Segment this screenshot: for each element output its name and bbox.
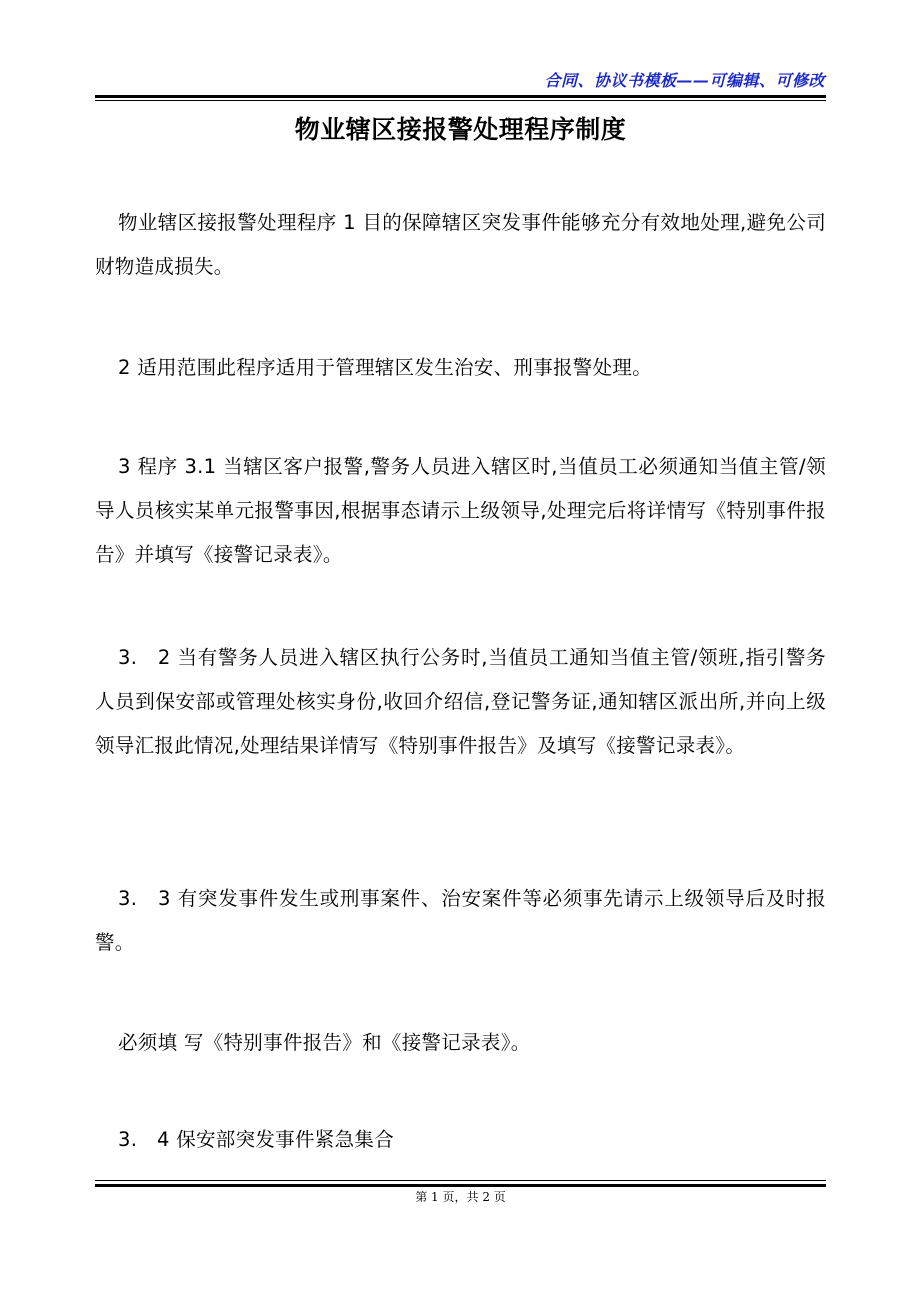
header-tag: 合同、协议书模板——可编辑、可修改 xyxy=(544,71,825,90)
header-rule-thin xyxy=(95,100,826,101)
header-rule-thick xyxy=(95,95,826,98)
paragraph-2: 2 适用范围此程序适用于管理辖区发生治安、刑事报警处理。 xyxy=(118,356,653,379)
paragraph-4: 3. 2 当有警务人员进入辖区执行公务时,当值员工通知当值主管/领班,指引警务人员到保安部或管理处核实身份,收回介绍信,登记警务证,通知辖区派出所,并向上级领导汇报此情况,处理结果详情写《特别事件报告》及填写《接警记录表》。 xyxy=(95,646,826,757)
page-number: 第 1 页，共 2 页 xyxy=(415,1190,506,1204)
paragraph-7: 3. 4 保安部突发事件紧急集合 xyxy=(118,1128,395,1151)
footer-rule-thick xyxy=(95,1184,826,1187)
paragraph-3: 3 程序 3.1 当辖区客户报警,警务人员进入辖区时,当值员工必须通知当值主管/领导人员核实某单元报警事因,根据事态请示上级领导,处理完后将详情写《特别事件报告》并填写《接警记录表》。 xyxy=(95,455,826,566)
footer-rule-thin xyxy=(95,1180,826,1181)
document-title: 物业辖区接报警处理程序制度 xyxy=(294,115,627,144)
paragraph-5: 3. 3 有突发事件发生或刑事案件、治安案件等必须事先请示上级领导后及时报警。 xyxy=(95,887,826,954)
paragraph-1: 物业辖区接报警处理程序 1 目的保障辖区突发事件能够充分有效地处理,避免公司财物造成损失。 xyxy=(95,211,826,278)
paragraph-6: 必须填 写《特别事件报告》和《接警记录表》。 xyxy=(118,1031,531,1054)
